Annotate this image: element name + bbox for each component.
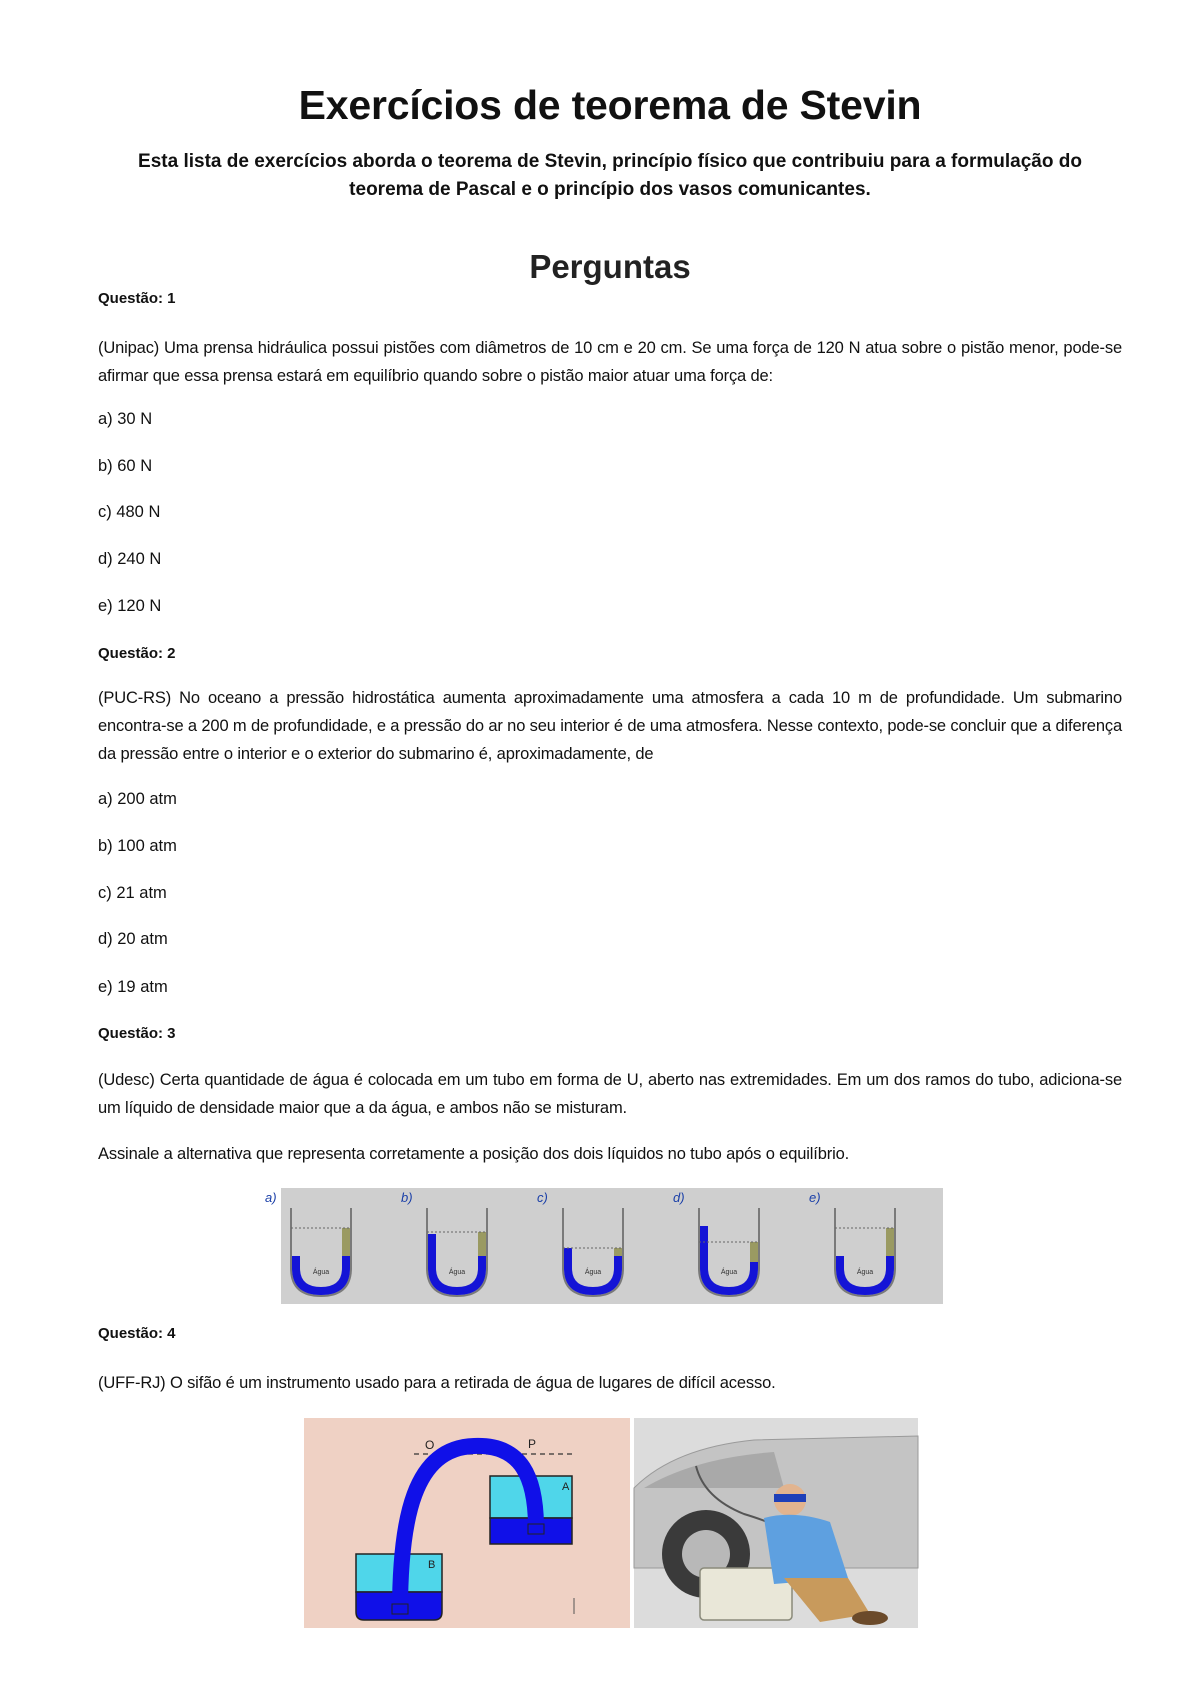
question-2-label: Questão: 2 xyxy=(98,645,176,662)
u-tube-option-label: e) xyxy=(809,1190,821,1205)
question-1-option-d: d) 240 N xyxy=(98,550,162,568)
question-2-option-a: a) 200 atm xyxy=(98,790,177,808)
siphon-diagram xyxy=(304,1418,630,1628)
dense-liquid-column xyxy=(478,1232,486,1256)
question-1-text: (Unipac) Uma prensa hidráulica possui pistões com diâmetros de 10 cm e 20 cm. Se uma força de 120 N atua sobre o pistão menor, pode-se afirmar que essa prensa estará em equilíbrio quando sobre o pistão maior atuar uma força de: xyxy=(98,339,1122,385)
question-1-option-b: b) 60 N xyxy=(98,457,153,475)
goggles-icon xyxy=(774,1494,806,1502)
siphon-illustration xyxy=(634,1418,918,1628)
question-4-label: Questão: 4 xyxy=(98,1325,176,1342)
question-3-instruction: Assinale a alternativa que representa corretamente a posição dos dois líquidos no tubo após o equilíbrio. xyxy=(98,1145,850,1163)
label-a: A xyxy=(562,1481,570,1493)
dense-liquid-column xyxy=(614,1248,622,1256)
question-2-option-d: d) 20 atm xyxy=(98,930,168,948)
page-subtitle: Esta lista de exercícios aborda o teorema de Stevin, princípio físico que contribuiu para a formulação do teorema de Pascal e o princípio dos vasos comunicantes. xyxy=(138,151,1082,200)
question-1-label: Questão: 1 xyxy=(98,290,176,307)
water-label: Água xyxy=(312,1269,330,1276)
dense-liquid-column xyxy=(342,1228,350,1256)
label-p: P xyxy=(528,1437,537,1451)
water-label: Água xyxy=(856,1269,874,1276)
question-2-option-e: e) 19 atm xyxy=(98,978,168,996)
u-tube-option-label: d) xyxy=(673,1190,685,1205)
question-2-option-c: c) 21 atm xyxy=(98,884,167,902)
question-1-option-c: c) 480 N xyxy=(98,503,161,521)
question-2-text: (PUC-RS) No oceano a pressão hidrostática aumenta aproximadamente uma atmosfera a cada 10 m de profundidade. Um submarino encontra-se a 200 m de profundidade, e a pressão do ar no seu interior é de uma atmosfera. Nesse contexto, pode-se concluir que a diferença da pressão entre o interior e o exterior do submarino é, aproximadamente, de xyxy=(98,689,1122,763)
question-3-label: Questão: 3 xyxy=(98,1025,176,1042)
dense-liquid-column xyxy=(886,1228,894,1256)
question-4-text: (UFF-RJ) O sifão é um instrumento usado para a retirada de água de lugares de difícil acesso. xyxy=(98,1374,776,1392)
water-label: Água xyxy=(720,1269,738,1276)
water-label: Água xyxy=(448,1269,466,1276)
question-3-text: (Udesc) Certa quantidade de água é colocada em um tubo em forma de U, aberto nas extremidades. Em um dos ramos do tubo, adiciona-se um líquido de densidade maior que a da água, e ambos não se misturam. xyxy=(98,1071,1122,1117)
question-1-option-e: e) 120 N xyxy=(98,597,162,615)
u-tube-option-label: b) xyxy=(401,1190,413,1205)
water-label: Água xyxy=(584,1269,602,1276)
question-2-option-b: b) 100 atm xyxy=(98,837,177,855)
question-1-option-a: a) 30 N xyxy=(98,410,153,428)
u-tube-option-label: a) xyxy=(265,1190,277,1205)
u-tube-option-label: c) xyxy=(537,1190,548,1205)
label-b: B xyxy=(428,1559,436,1571)
section-title: Perguntas xyxy=(529,248,691,285)
dense-liquid-column xyxy=(750,1242,758,1262)
person-shoe-icon xyxy=(852,1611,888,1625)
page-title: Exercícios de teorema de Stevin xyxy=(298,82,922,128)
label-o: O xyxy=(425,1438,435,1452)
u-tube-options-figure xyxy=(265,1188,943,1304)
